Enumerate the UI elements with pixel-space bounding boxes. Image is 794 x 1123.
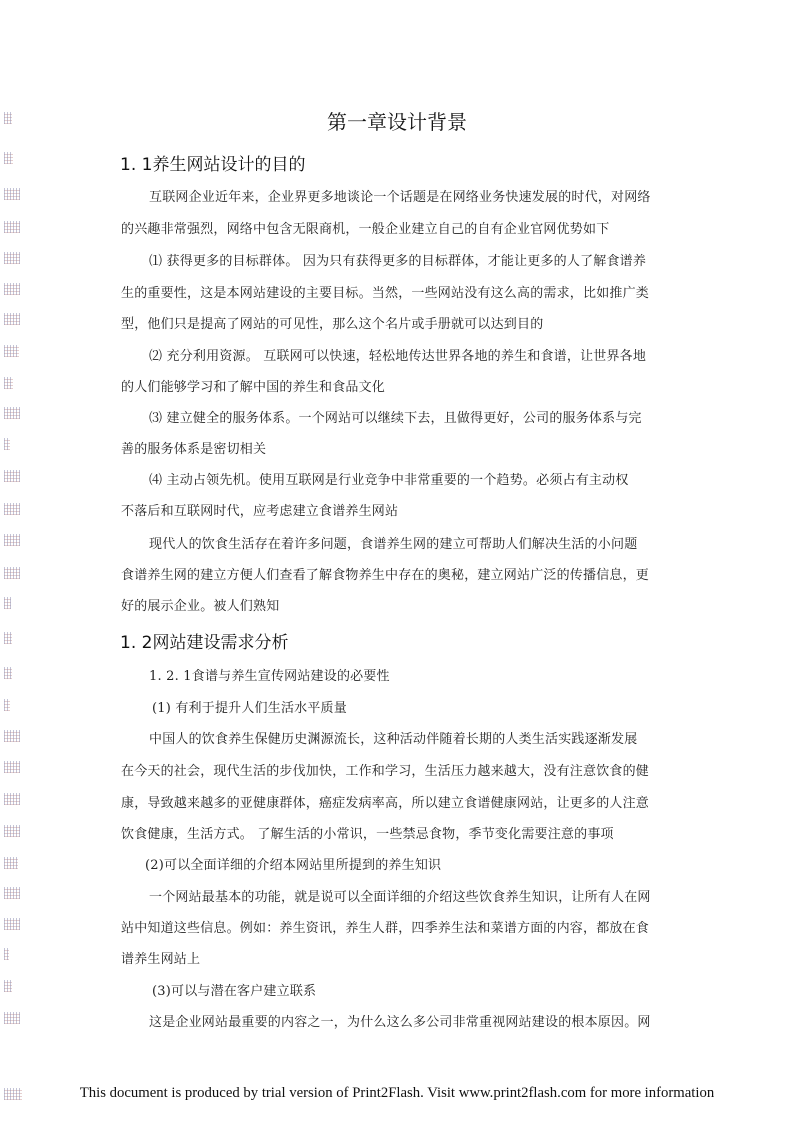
- paragraph-line: ⑵ 充分利用资源。 互联网可以快速，轻松地传达世界各地的养生和食谱，让世界各地: [149, 349, 647, 364]
- margin-mark: [4, 377, 13, 389]
- paragraph-line: 一个网站最基本的功能，就是说可以全面详细的介绍这些饮食养生知识，让所有人在网: [149, 890, 651, 905]
- paragraph-line: (2)可以全面详细的介绍本网站里所提到的养生知识: [145, 858, 442, 873]
- paragraph-line: (1) 有利于提升人们生活水平质量: [152, 701, 347, 716]
- paragraph-line: 饮食健康，生活方式。 了解生活的小常识，一些禁忌食物，季节变化需要注意的事项: [121, 827, 614, 842]
- margin-mark: [4, 221, 20, 233]
- margin-mark: [4, 980, 12, 992]
- margin-mark: [4, 918, 20, 930]
- trial-footer: This document is produced by trial version of Print2Flash. Visit www.print2flash.com for more information: [79, 1085, 715, 1101]
- paragraph-line: ⑷ 主动占领先机。使用互联网是行业竞争中非常重要的一个趋势。必须占有主动权: [149, 473, 629, 488]
- margin-mark: [4, 470, 20, 482]
- margin-mark: [4, 1012, 20, 1024]
- paragraph-line: ⑴ 获得更多的目标群体。 因为只有获得更多的目标群体，才能让更多的人了解食谱养: [149, 254, 647, 269]
- paragraph-line: 在今天的社会，现代生活的步伐加快，工作和学习，生活压力越来越大，没有注意饮食的健: [121, 764, 650, 779]
- margin-mark: [4, 825, 20, 837]
- chapter-title: 第一章设计背景: [327, 110, 467, 134]
- paragraph-line: 不落后和互联网时代，应考虑建立食谱养生网站: [121, 504, 399, 519]
- margin-mark: [4, 857, 18, 869]
- subsection-heading: 1. 2. 1食谱与养生宣传网站建设的必要性: [149, 669, 390, 684]
- paragraph-line: 中国人的饮食养生保健历史渊源流长，这种活动伴随着长期的人类生活实践逐渐发展: [149, 732, 638, 747]
- margin-mark: [4, 407, 20, 419]
- paragraph-line: 这是企业网站最重要的内容之一，为什么这么多公司非常重视网站建设的根本原因。网: [149, 1015, 651, 1030]
- paragraph-line: (3)可以与潜在客户建立联系: [152, 984, 317, 999]
- paragraph-line: 的兴趣非常强烈，网络中包含无限商机，一般企业建立自己的自有企业官网优势如下: [121, 222, 610, 237]
- margin-mark: [4, 597, 11, 609]
- margin-mark: [4, 438, 10, 450]
- margin-mark: [4, 503, 20, 515]
- margin-mark: [4, 534, 20, 546]
- margin-mark: [4, 283, 20, 295]
- paragraph-line: 善的服务体系是密切相关: [121, 442, 267, 457]
- margin-mark: [4, 345, 19, 357]
- paragraph-line: 生的重要性，这是本网站建设的主要目标。当然，一些网站没有这么高的需求，比如推广类: [121, 286, 650, 301]
- paragraph-line: 食谱养生网的建立方便人们查看了解食物养生中存在的奥秘，建立网站广泛的传播信息，更: [121, 568, 650, 583]
- margin-mark: [4, 313, 20, 325]
- margin-mark: [4, 567, 20, 579]
- margin-mark: [4, 699, 10, 711]
- paragraph-line: 互联网企业近年来，企业界更多地谈论一个话题是在网络业务快速发展的时代，对网络: [149, 190, 651, 205]
- section-heading: 1. 2网站建设需求分析: [120, 633, 289, 653]
- paragraph-line: 现代人的饮食生活存在着许多问题，食谱养生网的建立可帮助人们解决生活的小问题: [149, 537, 638, 552]
- paragraph-line: ⑶ 建立健全的服务体系。一个网站可以继续下去，且做得更好，公司的服务体系与完: [149, 411, 642, 426]
- paragraph-line: 康，导致越来越多的亚健康群体，癌症发病率高，所以建立食谱健康网站，让更多的人注意: [121, 796, 650, 811]
- margin-mark: [4, 887, 20, 899]
- margin-mark: [4, 730, 20, 742]
- margin-mark: [4, 188, 20, 200]
- margin-marks: [4, 0, 26, 1123]
- margin-mark: [4, 761, 20, 773]
- paragraph-line: 站中知道这些信息。例如：养生资讯，养生人群，四季养生法和菜谱方面的内容，都放在食: [121, 921, 650, 936]
- margin-mark: [4, 948, 9, 960]
- paragraph-line: 谱养生网站上: [121, 952, 201, 967]
- paragraph-line: 好的展示企业。被人们熟知: [121, 599, 280, 614]
- paragraph-line: 型，他们只是提高了网站的可见性，那么这个名片或手册就可以达到目的: [121, 317, 544, 332]
- margin-mark: [4, 793, 20, 805]
- margin-mark: [4, 152, 13, 164]
- section-heading: 1. 1养生网站设计的目的: [120, 155, 306, 175]
- margin-mark: [4, 667, 12, 679]
- paragraph-line: 的人们能够学习和了解中国的养生和食品文化: [121, 380, 386, 395]
- margin-mark: [4, 252, 20, 264]
- margin-mark: [4, 632, 12, 644]
